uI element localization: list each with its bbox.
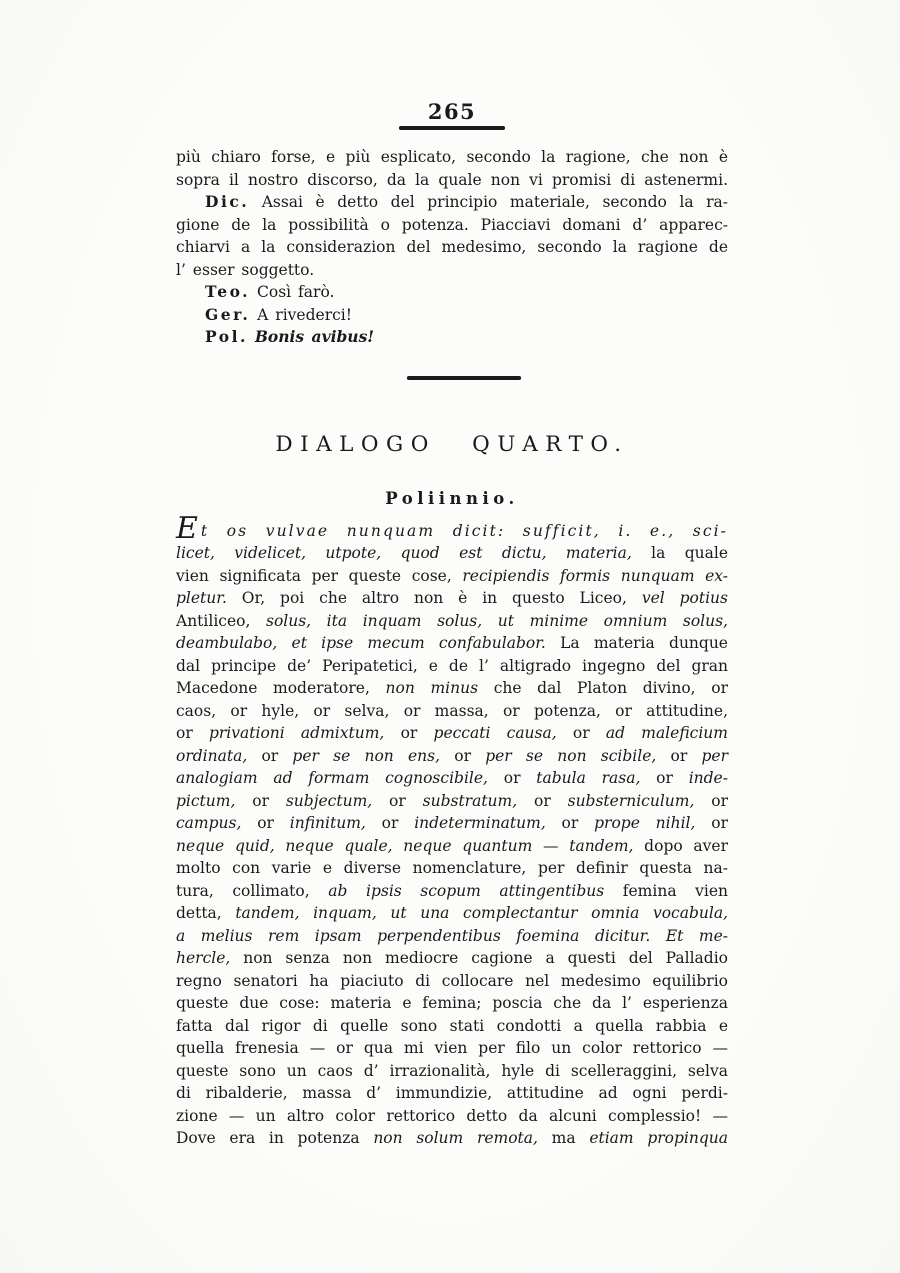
text-line <box>176 677 728 700</box>
text-segment: di ribalderie, massa d’ immundizie, attitudine ad ogni perdi- <box>176 1084 728 1102</box>
text-segment: per <box>701 746 728 765</box>
text-segment: l’ esser soggetto. <box>176 260 315 279</box>
text-line <box>176 1082 728 1105</box>
text-segment: per se non ens, <box>292 746 441 765</box>
text-segment: non minus <box>385 679 479 697</box>
text-segment: non senza non mediocre cagione a questi del Palladio <box>230 949 728 967</box>
text-line <box>176 304 728 327</box>
text-segment: or <box>694 791 728 810</box>
text-segment: dal principe de’ Peripatetici, e de l’ altigrado ingegno del gran <box>176 656 728 675</box>
text-segment: or <box>517 791 568 810</box>
text-segment: or <box>176 724 209 742</box>
text-line <box>176 632 728 655</box>
dialog-title: DIALOGO QUARTO. <box>275 431 629 457</box>
speaker-label: Pol. <box>205 327 248 346</box>
text-segment: prope nihil, <box>594 814 696 832</box>
text-segment: inde- <box>688 769 728 787</box>
text-segment: regno senatori ha piaciuto di collocare nel medesimo equilibrio <box>176 971 728 990</box>
text-line <box>176 835 728 858</box>
text-segment <box>248 328 255 346</box>
text-segment: molto con varie e diverse nomenclature, per definir questa na- <box>176 859 728 877</box>
text-segment: substerniculum, <box>567 791 695 810</box>
text-segment: ad maleficium <box>605 724 728 742</box>
text-segment: tabula rasa, <box>536 769 641 787</box>
text-segment: etiam propinqua <box>589 1129 728 1147</box>
text-segment: or <box>241 814 290 832</box>
text-segment: ab ipsis scopum attingentibus <box>328 881 605 900</box>
section-divider-rule <box>407 376 521 380</box>
text-segment: dopo aver <box>633 836 729 855</box>
text-line <box>176 655 728 678</box>
text-line <box>176 1127 728 1150</box>
dialogue-end-section <box>176 146 728 349</box>
text-line <box>176 1015 728 1038</box>
text-line <box>176 236 728 259</box>
text-line <box>176 191 728 214</box>
text-segment: hercle, <box>176 949 231 967</box>
text-segment: gione de la possibilità o potenza. Piacciavi domani d’ apparec- <box>176 215 728 234</box>
text-segment: or <box>235 791 286 810</box>
text-segment: queste due cose: materia e femina; poscia che da l’ esperienza <box>176 994 728 1012</box>
text-segment: tura, collimato, <box>176 881 329 900</box>
text-segment: la quale <box>631 544 728 562</box>
text-line <box>176 510 728 546</box>
text-segment: per se non scibile, <box>485 746 657 765</box>
text-line <box>176 259 728 282</box>
text-segment: vien significata per queste cose, <box>176 566 463 585</box>
text-line <box>176 1105 728 1128</box>
text-segment: or <box>556 724 606 742</box>
text-line <box>176 565 728 588</box>
text-segment: Macedone moderatore, <box>176 679 386 697</box>
text-segment: Antiliceo, <box>176 611 266 630</box>
text-line <box>176 722 728 745</box>
text-line <box>176 169 728 192</box>
text-segment: detta, <box>176 904 236 922</box>
text-segment: recipiendis formis nunquam ex- <box>462 566 728 585</box>
text-line <box>176 767 728 790</box>
main-paragraph <box>176 510 729 1150</box>
text-line <box>176 610 728 633</box>
text-line <box>176 1037 728 1060</box>
text-segment: quella frenesia — or qua mi vien per filo un color rettorico — <box>176 1039 728 1057</box>
text-segment: pictum, <box>176 791 236 810</box>
text-segment: vel potius <box>641 589 728 607</box>
text-line <box>176 146 728 169</box>
text-segment: sopra il nostro discorso, da la quale non vi promisi di astenermi. <box>176 170 728 189</box>
text-line <box>176 281 728 304</box>
text-segment: a melius rem ipsam perpendentibus foemina dicitur. Et me- <box>176 926 728 945</box>
text-line <box>176 542 728 565</box>
text-segment: or <box>247 746 293 765</box>
text-line <box>176 992 728 1015</box>
text-segment: or <box>365 814 415 832</box>
text-segment: infinitum, <box>289 814 366 832</box>
text-segment: neque quid, neque quale, neque quantum — tandem, <box>176 836 634 855</box>
text-segment: più chiaro forse, e più esplicato, secondo la ragione, che non è <box>176 148 728 166</box>
text-segment: licet, videlicet, utpote, quod est dictu, materia, <box>176 544 632 562</box>
text-line <box>176 970 728 993</box>
text-segment: femina vien <box>604 881 728 900</box>
text-line <box>176 812 728 835</box>
text-segment: fatta dal rigor di quelle sono stati condotti a quella rabbia e <box>176 1016 728 1035</box>
text-segment: or <box>487 769 537 787</box>
text-segment: ordinata, <box>176 746 248 765</box>
text-line <box>176 947 728 970</box>
page-number: 265 <box>427 99 477 124</box>
drop-cap-initial: E <box>176 510 199 546</box>
speaker-label: Teo. <box>205 282 251 301</box>
text-segment: indeterminatum, <box>414 814 546 832</box>
text-line <box>176 880 728 903</box>
text-line <box>176 925 728 948</box>
text-segment: deambulabo, et ipse mecum confabulabor. <box>176 634 546 652</box>
text-segment: substratum, <box>422 791 518 810</box>
text-segment: peccati causa, <box>433 724 557 742</box>
text-segment: privationi admixtum, <box>208 724 385 742</box>
page-number-rule <box>399 126 505 130</box>
text-segment: campus, <box>176 814 242 832</box>
text-segment: ma <box>537 1129 590 1147</box>
text-segment: che dal Platon divino, or <box>478 679 728 697</box>
text-segment: or <box>372 791 423 810</box>
text-segment: t os vulvae nunquam dicit: sufficit, i. e., sci- <box>200 521 728 540</box>
page-header <box>176 99 728 130</box>
text-segment: solus, ita inquam solus, ut minime omnium solus, <box>265 611 728 630</box>
speaker-label: Ger. <box>205 304 251 324</box>
text-segment: or <box>384 724 434 742</box>
text-segment: or <box>640 769 689 787</box>
text-column <box>176 0 728 1150</box>
text-segment: tandem, inquam, ut una complectantur omnia vocabula, <box>235 904 728 922</box>
text-segment: subjectum, <box>285 791 373 810</box>
text-segment: or <box>440 746 486 765</box>
text-line <box>176 326 728 349</box>
text-segment: zione — un altro color rettorico detto da alcuni complessio! — <box>176 1106 728 1125</box>
text-segment: caos, or hyle, or selva, or massa, or potenza, or attitudine, <box>176 701 728 720</box>
speaker-label: Dic. <box>205 192 250 211</box>
text-line <box>176 1060 728 1083</box>
text-line <box>176 700 728 723</box>
text-segment: Assai è detto del principio materiale, secondo la ra- <box>249 193 728 211</box>
text-segment: queste sono un caos d’ irrazionalità, hyle di scelleraggini, selva <box>176 1061 728 1080</box>
text-segment: Bonis avibus! <box>254 327 375 346</box>
text-segment: Or, poi che altro non è in questo Liceo, <box>226 589 642 607</box>
text-line <box>176 902 728 925</box>
text-line <box>176 745 728 768</box>
text-segment: or <box>545 814 595 832</box>
text-segment: chiarvi a la considerazion del medesimo, secondo la ragione de <box>176 238 728 256</box>
text-segment: A rivederci! <box>250 305 352 324</box>
speaker-heading: Poliinnio. <box>385 488 519 508</box>
text-segment: or <box>695 814 728 832</box>
text-segment: Dove era in potenza <box>176 1129 374 1147</box>
text-line <box>176 214 728 237</box>
text-segment: or <box>656 746 702 765</box>
text-segment: Così farò. <box>250 283 335 301</box>
text-line <box>176 857 728 880</box>
text-segment: analogiam ad formam cognoscibile, <box>176 769 488 787</box>
text-segment: La materia dunque <box>545 634 728 652</box>
text-line <box>176 587 728 610</box>
text-segment: non solum remota, <box>373 1129 538 1147</box>
text-segment: pletur. <box>176 589 227 607</box>
text-line <box>176 790 728 813</box>
